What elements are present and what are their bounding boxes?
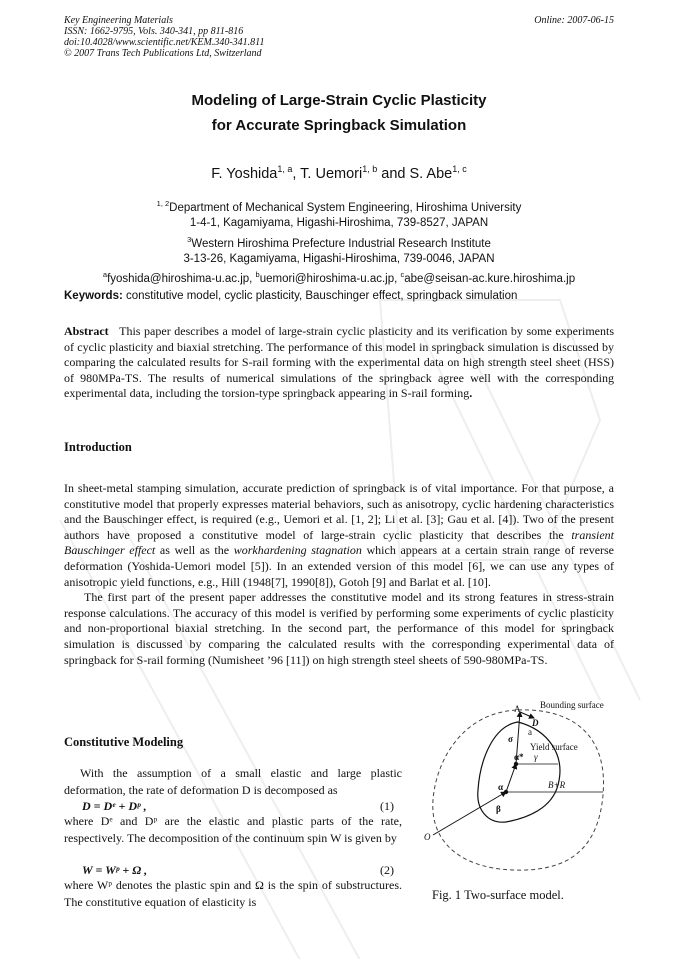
equation-1-formula: D = Dᵉ + Dᵖ , [82, 799, 147, 813]
alpha-star-label: α* [514, 752, 524, 762]
email-line [0, 267, 678, 287]
affiliation-1 [0, 196, 678, 216]
introduction-body [64, 481, 614, 668]
point-A-label: A [514, 704, 521, 714]
intro-p1-emphasis-1: transient Bauschinger effect [64, 527, 614, 558]
yield-surface-curve [478, 722, 560, 822]
alpha-point [504, 790, 508, 794]
keywords-text: constitutive model, cyclic plasticity, Bauschinger effect, springback simulation [122, 290, 518, 302]
equation-2-number: (2) [380, 863, 394, 877]
intro-paragraph-1 [64, 481, 614, 590]
title-line-2: for Accurate Springback Simulation [211, 117, 467, 134]
affiliation-2-text: Western Hiroshima Prefecture Industrial Research Institute [191, 237, 491, 250]
intro-paragraph-2: The first part of the present paper addresses the constitutive model and its strong features in stress-strain response calculations. The accuracy of this model is verified by performing some experiments of cyclic plasticity and non-proportional biaxial stretching. In the second part, the performance of this model for springback simulation is discussed by comparing the calculated results with the corresponding experimental data of springback for S-rail forming (Numisheet ’96 [11]) on high strength steel sheets of 590-980MPa-TS. [64, 590, 614, 667]
equation-2-formula: W = Wᵖ + Ω , [82, 863, 148, 877]
alpha-star-point [514, 762, 518, 766]
paper-title [0, 88, 678, 138]
abstract-end: . [469, 386, 473, 401]
author-1-sup: 1, a [277, 164, 293, 174]
email-2-sup: b [255, 270, 260, 280]
affiliation-1-text: Department of Mechanical System Engineering, Hiroshima University [169, 201, 522, 214]
affiliation-2 [0, 232, 678, 252]
abstract [64, 324, 614, 402]
copyright-line: © 2007 Trans Tech Publications Ltd, Switzerland [64, 48, 262, 59]
alpha-vector [506, 764, 516, 792]
email-3-sup: c [400, 270, 405, 280]
author-1: F. Yoshida [211, 165, 278, 182]
bounding-surface-label: Bounding surface [540, 700, 604, 710]
intro-p1-part3: which appears at a certain strain range of reverse deformation (Yoshida-Uemori model [5]). In an extended version of this model [6], we can use any types of anisotropic yield functions, e.g., Hill (1948[7], 1990[8]), Gotoh [9] and Barlat et al. [10]. [64, 543, 615, 589]
constitutive-heading: Constitutive Modeling [64, 735, 184, 749]
author-2-sup: 1, b [362, 164, 378, 174]
constitutive-paragraph-1: With the assumption of a small elastic and large plastic deformation, the rate of deformation D is decomposed as [64, 766, 402, 797]
author-3: and S. Abe [377, 165, 453, 182]
email-2[interactable]: uemori@hiroshima-u.ac.jp, [259, 273, 401, 286]
figure-caption: Fig. 1 Two-surface model. [432, 888, 564, 902]
intro-p1-emphasis-2: workhardening stagnation [233, 543, 362, 558]
alpha-label: α [498, 782, 504, 792]
keywords [64, 290, 517, 302]
email-1[interactable]: fyoshida@hiroshima-u.ac.jp, [107, 273, 256, 286]
d-label: D [532, 718, 539, 728]
intro-p1-part1: In sheet-metal stamping simulation, accurate prediction of springback is of vital importance. For that purpose, a constitutive model that properly expresses material behaviors, such as anisotropy, cyclic hardening characteristics and the Bauschinger effect, is required (e.g., Uemori et al. [1, 2]; Li et al. [3]; Gau et al. [4]). Two of the present authors have proposed a constitutive model of large-strain cyclic plasticity that describes the [64, 481, 614, 542]
author-3-sup: 1, c [452, 164, 467, 174]
affiliation-2-address: 3-13-26, Kagamiyama, Higashi-Hiroshima, 739-0046, JAPAN [183, 252, 495, 265]
author-2: , T. Uemori [292, 165, 363, 182]
beta-label: β [496, 804, 501, 814]
issn-line: ISSN: 1662-9795, Vols. 340-341, pp 811-816 [64, 26, 244, 37]
b-plus-r-label: B+R [548, 780, 566, 790]
title-line-1: Modeling of Large-Strain Cyclic Plasticity [191, 92, 487, 109]
introduction-heading: Introduction [64, 440, 132, 454]
abstract-text: This paper describes a model of large-strain cyclic plasticity and its verification by some experiments of cyclic plasticity and biaxial stretching. The performance of this model in springback simulation is discussed by comparing the calculated results for S-rail forming with the experimental data on high strength steel sheet (HSS) of 980MPa-TS. The results of numerical simulations of the springback agree well with the corresponding experimental data, including the torsion-type springback appearing in S-rail forming [64, 324, 614, 401]
intro-p1-part2: as well as the [155, 543, 234, 558]
equation-1-number: (1) [380, 799, 394, 813]
journal-name: Key Engineering Materials [64, 15, 173, 26]
constitutive-paragraph-2: where Dᵉ and Dᵖ are the elastic and plastic parts of the rate, respectively. The decomposition of the continuum spin W is given by [64, 814, 402, 845]
constitutive-paragraph-3: where Wᵖ denotes the plastic spin and Ω is the spin of substructures. The constitutive equation of elasticity is [64, 878, 402, 909]
affiliations [0, 196, 678, 288]
journal-header [64, 15, 264, 59]
two-surface-figure [418, 700, 618, 875]
email-3[interactable]: abe@seisan-ac.kure.hiroshima.jp [404, 273, 576, 286]
yield-surface-label: Yield surface [530, 742, 578, 752]
gamma-label: γ [534, 752, 538, 762]
keywords-label: Keywords: [64, 290, 123, 302]
sigma-label: σ [508, 734, 513, 744]
point-a-label: a [528, 727, 532, 737]
author-list [0, 164, 678, 182]
doi-link[interactable]: doi:10.4028/www.scientific.net/KEM.340-341.811 [64, 37, 265, 48]
email-1-sup: a [102, 270, 108, 280]
affiliation-2-sup: 3 [187, 234, 192, 244]
affiliation-1-address: 1-4-1, Kagamiyama, Higashi-Hiroshima, 739-8527, JAPAN [189, 217, 489, 230]
affiliation-1-sup: 1, 2 [156, 199, 170, 208]
online-date: Online: 2007-06-15 [534, 15, 614, 26]
abstract-label: Abstract [64, 324, 109, 338]
origin-label: O [424, 832, 431, 842]
